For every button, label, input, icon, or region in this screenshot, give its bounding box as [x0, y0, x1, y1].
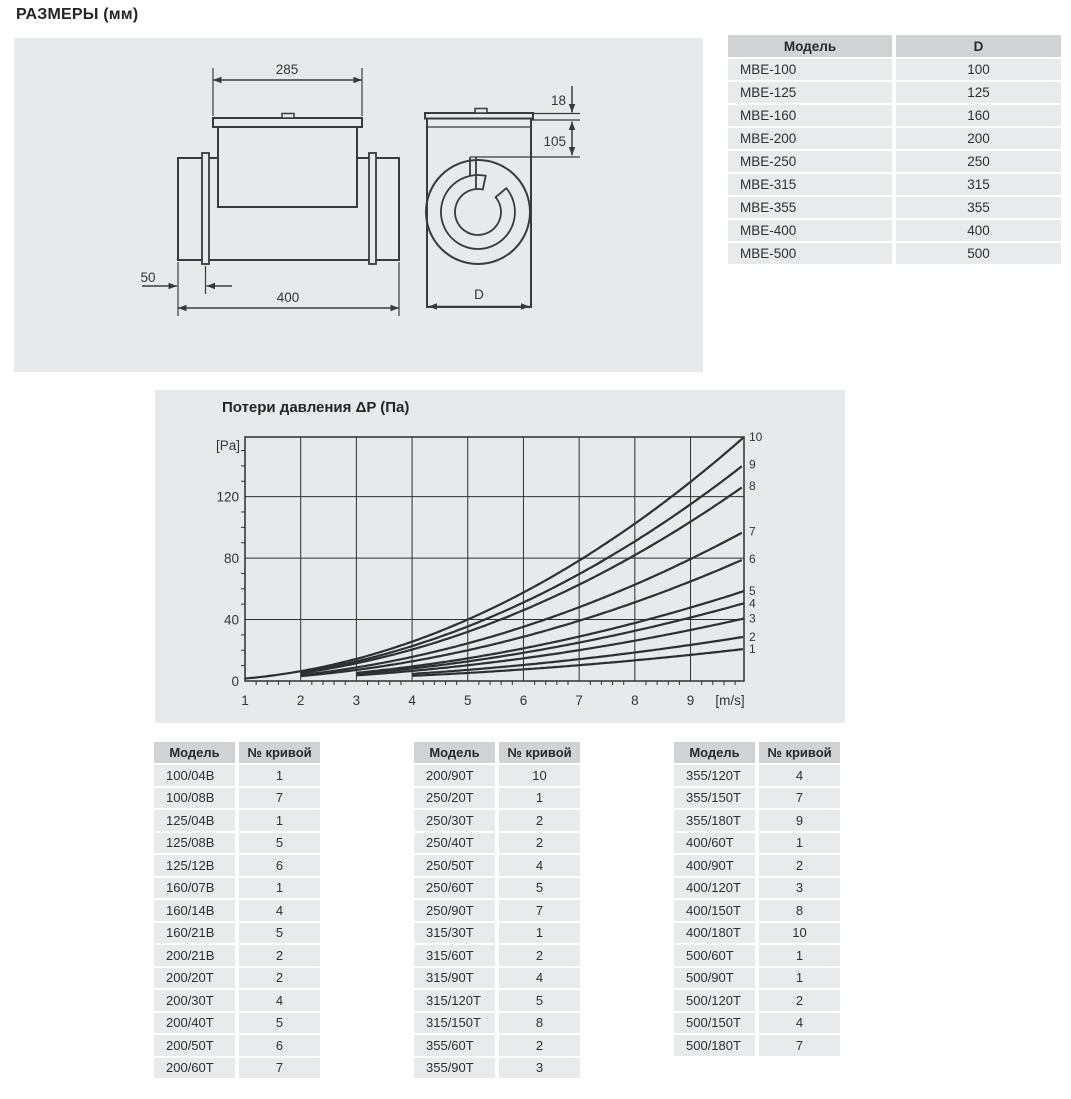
x-tick-label: 9 [686, 693, 695, 708]
dimensions-drawing-panel [14, 38, 703, 372]
value-cell: 2 [239, 945, 320, 966]
model-cell: 400/150Т [674, 900, 755, 921]
table-header-cell: Модель [674, 742, 755, 763]
value-cell: 5 [239, 1013, 320, 1034]
value-cell: 2 [759, 990, 840, 1011]
model-cell: 125/12В [154, 855, 235, 876]
page-title: РАЗМЕРЫ (мм) [16, 6, 139, 23]
value-cell: 500 [896, 243, 1061, 264]
value-cell: 10 [499, 765, 580, 786]
value-cell: 400 [896, 220, 1061, 241]
model-cell: 250/30Т [414, 810, 495, 831]
model-cell: 200/90Т [414, 765, 495, 786]
value-cell: 2 [499, 810, 580, 831]
dim-label-50: 50 [140, 270, 156, 285]
model-cell: 160/14В [154, 900, 235, 921]
dim-label-105: 105 [543, 134, 566, 149]
model-cell: 315/60Т [414, 945, 495, 966]
curve-label-7: 7 [749, 524, 756, 539]
model-cell: МВЕ-400 [728, 220, 892, 241]
value-cell: 2 [239, 968, 320, 989]
value-cell: 1 [759, 968, 840, 989]
model-cell: 355/90Т [414, 1058, 495, 1079]
terminal-box-lid-side [213, 118, 362, 127]
value-cell: 7 [499, 900, 580, 921]
curve-label-4: 4 [749, 596, 756, 611]
model-cell: 355/180Т [674, 810, 755, 831]
model-cell: 200/50Т [154, 1035, 235, 1056]
chart-curve-9 [301, 466, 742, 672]
value-cell: 7 [759, 1035, 840, 1056]
curve-table-1 [154, 742, 320, 1078]
value-cell: 2 [499, 833, 580, 854]
x-axis-labels [241, 693, 744, 708]
duct-heater-drawing [14, 38, 703, 372]
value-cell: 4 [499, 968, 580, 989]
value-cell: 2 [499, 945, 580, 966]
model-cell: МВЕ-200 [728, 128, 892, 149]
model-cell: МВЕ-250 [728, 151, 892, 172]
x-tick-label: 1 [241, 693, 249, 708]
flange-left [202, 153, 209, 264]
model-cell: 250/60Т [414, 878, 495, 899]
value-cell: 200 [896, 128, 1061, 149]
value-cell: 7 [239, 1058, 320, 1079]
model-cell: 500/90Т [674, 968, 755, 989]
model-cell: 200/40Т [154, 1013, 235, 1034]
model-cell: 160/21В [154, 923, 235, 944]
model-cell: 500/60Т [674, 945, 755, 966]
value-cell: 5 [239, 923, 320, 944]
model-cell: МВЕ-355 [728, 197, 892, 218]
value-cell: 1 [759, 945, 840, 966]
table-header-cell: № кривой [499, 742, 580, 763]
value-cell: 1 [239, 765, 320, 786]
model-cell: 355/150Т [674, 788, 755, 809]
model-cell: 200/21В [154, 945, 235, 966]
model-cell: 500/180Т [674, 1035, 755, 1056]
table-header-cell: Модель [154, 742, 235, 763]
value-cell: 10 [759, 923, 840, 944]
value-cell: 6 [239, 855, 320, 876]
curve-label-3: 3 [749, 611, 756, 626]
value-cell: 1 [499, 788, 580, 809]
table-header-cell: № кривой [759, 742, 840, 763]
value-cell: 100 [896, 59, 1061, 80]
model-cell: 400/60Т [674, 833, 755, 854]
x-tick-label: 5 [464, 693, 472, 708]
value-cell: 8 [759, 900, 840, 921]
heating-element-symbol [441, 175, 515, 249]
value-cell: 5 [499, 878, 580, 899]
table-header-cell: Модель [728, 35, 892, 57]
curve-label-9: 9 [749, 457, 756, 472]
model-cell: 315/30Т [414, 923, 495, 944]
pressure-loss-chart-panel [155, 390, 845, 723]
value-cell: 1 [759, 833, 840, 854]
model-cell: 500/150Т [674, 1013, 755, 1034]
lid-knob-end [475, 109, 487, 114]
value-cell: 4 [239, 900, 320, 921]
chart-title: Потери давления ΔP (Па) [222, 399, 410, 416]
model-cell: МВЕ-100 [728, 59, 892, 80]
model-cell: 400/180Т [674, 923, 755, 944]
y-tick-label: 80 [223, 551, 239, 567]
model-cell: 200/20Т [154, 968, 235, 989]
dim-label-400: 400 [276, 290, 300, 305]
model-cell: 100/08В [154, 788, 235, 809]
model-cell: 250/90Т [414, 900, 495, 921]
model-cell: 160/07В [154, 878, 235, 899]
value-cell: 5 [239, 833, 320, 854]
value-cell: 1 [499, 923, 580, 944]
value-cell: 3 [499, 1058, 580, 1079]
value-cell: 7 [759, 788, 840, 809]
model-cell: МВЕ-125 [728, 82, 892, 103]
value-cell: 4 [759, 765, 840, 786]
dim-label-18: 18 [550, 93, 566, 108]
curve-label-2: 2 [749, 629, 756, 644]
curve-label-1: 1 [749, 641, 756, 656]
value-cell: 160 [896, 105, 1061, 126]
model-cell: МВЕ-160 [728, 105, 892, 126]
model-cell: 200/30Т [154, 990, 235, 1011]
value-cell: 6 [239, 1035, 320, 1056]
dim-label-D: D [474, 287, 484, 302]
terminal-box-side [218, 127, 357, 207]
x-tick-label: 3 [352, 693, 361, 708]
model-cell: 400/120Т [674, 878, 755, 899]
model-cell: 315/150Т [414, 1013, 495, 1034]
model-cell: 250/20Т [414, 788, 495, 809]
y-axis-labels [216, 438, 240, 689]
terminal-box-lid-end [425, 113, 533, 119]
y-axis-unit: [Pa] [215, 438, 240, 453]
model-cell: 200/60Т [154, 1058, 235, 1079]
value-cell: 1 [239, 878, 320, 899]
model-cell: 355/60Т [414, 1035, 495, 1056]
lid-knob-side [282, 114, 294, 119]
value-cell: 355 [896, 197, 1061, 218]
curve-label-5: 5 [749, 584, 756, 599]
value-cell: 4 [239, 990, 320, 1011]
curve-label-8: 8 [749, 478, 756, 493]
model-cell: 250/50Т [414, 855, 495, 876]
value-cell: 7 [239, 788, 320, 809]
value-cell: 1 [239, 810, 320, 831]
model-cell: 315/90Т [414, 968, 495, 989]
model-cell: 400/90Т [674, 855, 755, 876]
x-tick-label: 4 [408, 693, 416, 708]
model-cell: 355/120Т [674, 765, 755, 786]
value-cell: 8 [499, 1013, 580, 1034]
model-cell: МВЕ-500 [728, 243, 892, 264]
value-cell: 4 [759, 1013, 840, 1034]
x-tick-label: 7 [575, 693, 583, 708]
y-tick-label: 120 [216, 489, 239, 505]
value-cell: 4 [499, 855, 580, 876]
y-tick-label: 40 [223, 612, 239, 628]
curve-number-labels [749, 430, 763, 656]
value-cell: 9 [759, 810, 840, 831]
value-cell: 125 [896, 82, 1061, 103]
model-cell: 125/04В [154, 810, 235, 831]
x-axis-unit: [m/s] [715, 693, 745, 708]
x-tick-label: 8 [631, 693, 639, 708]
model-cell: 100/04В [154, 765, 235, 786]
y-tick-label: 0 [231, 674, 239, 689]
size-table [728, 35, 1061, 264]
value-cell: 2 [759, 855, 840, 876]
flange-right [369, 153, 376, 264]
x-tick-label: 6 [519, 693, 528, 708]
table-header-cell: № кривой [239, 742, 320, 763]
model-cell: 125/08В [154, 833, 235, 854]
pressure-loss-chart [155, 390, 845, 723]
value-cell: 5 [499, 990, 580, 1011]
dim-label-285: 285 [275, 62, 299, 77]
value-cell: 3 [759, 878, 840, 899]
model-cell: МВЕ-315 [728, 174, 892, 195]
model-cell: 500/120Т [674, 990, 755, 1011]
curve-label-6: 6 [749, 552, 756, 567]
model-cell: 315/120Т [414, 990, 495, 1011]
value-cell: 250 [896, 151, 1061, 172]
curve-table-3 [674, 742, 840, 1056]
curve-table-2 [414, 742, 580, 1078]
x-tick-label: 2 [296, 693, 305, 708]
value-cell: 2 [499, 1035, 580, 1056]
table-header-cell: D [896, 35, 1061, 57]
model-cell: 250/40Т [414, 833, 495, 854]
curve-label-10: 10 [749, 430, 763, 445]
table-header-cell: Модель [414, 742, 495, 763]
value-cell: 315 [896, 174, 1061, 195]
